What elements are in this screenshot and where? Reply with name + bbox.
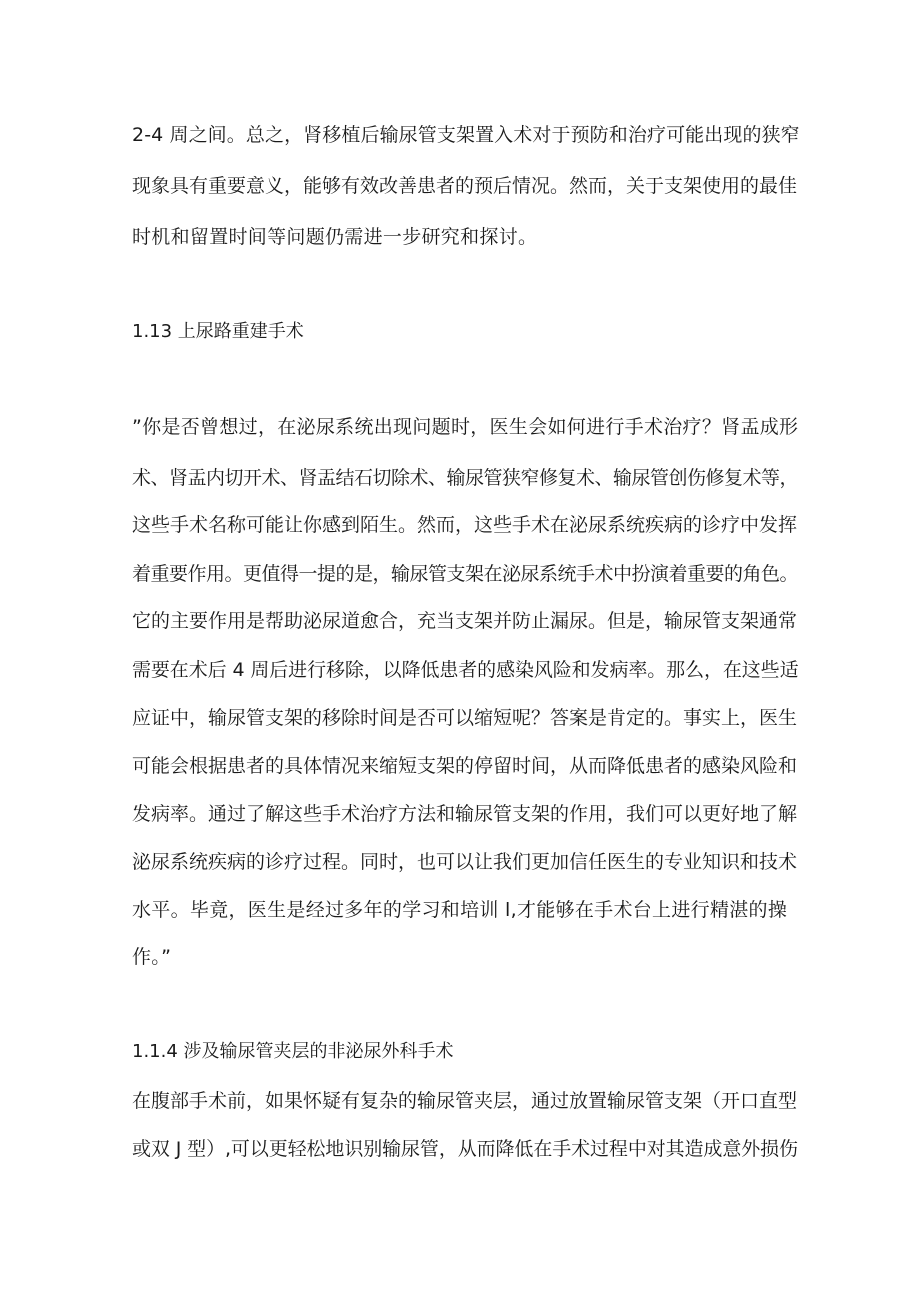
paragraph-2-line: 术、肾盂内切开术、肾盂结石切除术、输尿管狭窄修复术、输尿管创伤修复术等， (132, 467, 799, 489)
paragraph-3-line: 或双 J 型）,可以更轻松地识别输尿管，从而降低在手术过程中对其造成意外损伤 (132, 1138, 798, 1160)
paragraph-2-line: 水平。毕竟，医生是经过多年的学习和培训 l,才能够在手术台上进行精湛的操 (132, 899, 788, 921)
section-heading-1-1-4: 1.1.4 涉及输尿管夹层的非泌尿外科手术 (132, 1041, 454, 1062)
paragraph-2-line: 这些手术名称可能让你感到陌生。然而，这些手术在泌尿系统疾病的诊疗中发挥 (132, 514, 798, 536)
paragraph-2-line: 需要在术后 4 周后进行移除，以降低患者的感染风险和发病率。那么，在这些适 (132, 659, 799, 681)
paragraph-2-line: 可能会根据患者的具体情况来缩短支架的停留时间，从而降低患者的感染风险和 (132, 755, 798, 777)
paragraph-2-line: 应证中，输尿管支架的移除时间是否可以缩短呢？答案是肯定的。事实上，医生 (132, 707, 798, 729)
section-heading-1-13: 1.13 上尿路重建手术 (132, 321, 304, 342)
paragraph-1-line: 时机和留置时间等问题仍需进一步研究和探讨。 (132, 226, 538, 248)
paragraph-2-line: ”你是否曾想过，在泌尿系统出现问题时，医生会如何进行手术治疗？肾盂成形 (132, 416, 799, 438)
paragraph-1-line: 现象具有重要意义，能够有效改善患者的预后情况。然而，关于支架使用的最佳 (132, 175, 798, 197)
paragraph-2-line: 泌尿系统疾病的诊疗过程。同时，也可以让我们更加信任医生的专业知识和技术 (132, 851, 798, 873)
paragraph-3-line: 在腹部手术前，如果怀疑有复杂的输尿管夹层，通过放置输尿管支架（开口直型 (132, 1090, 798, 1112)
paragraph-2-line: 它的主要作用是帮助泌尿道愈合，充当支架并防止漏尿。但是，输尿管支架通常 (132, 610, 798, 632)
paragraph-2-line: 作。” (132, 946, 172, 968)
paragraph-1-line: 2-4 周之间。总之，肾移植后输尿管支架置入术对于预防和治疗可能出现的狭窄 (132, 124, 800, 146)
paragraph-2-line: 发病率。通过了解这些手术治疗方法和输尿管支架的作用，我们可以更好地了解 (132, 803, 798, 825)
paragraph-2-line: 着重要作用。更值得一提的是，输尿管支架在泌尿系统手术中扮演着重要的角色。 (132, 563, 799, 585)
